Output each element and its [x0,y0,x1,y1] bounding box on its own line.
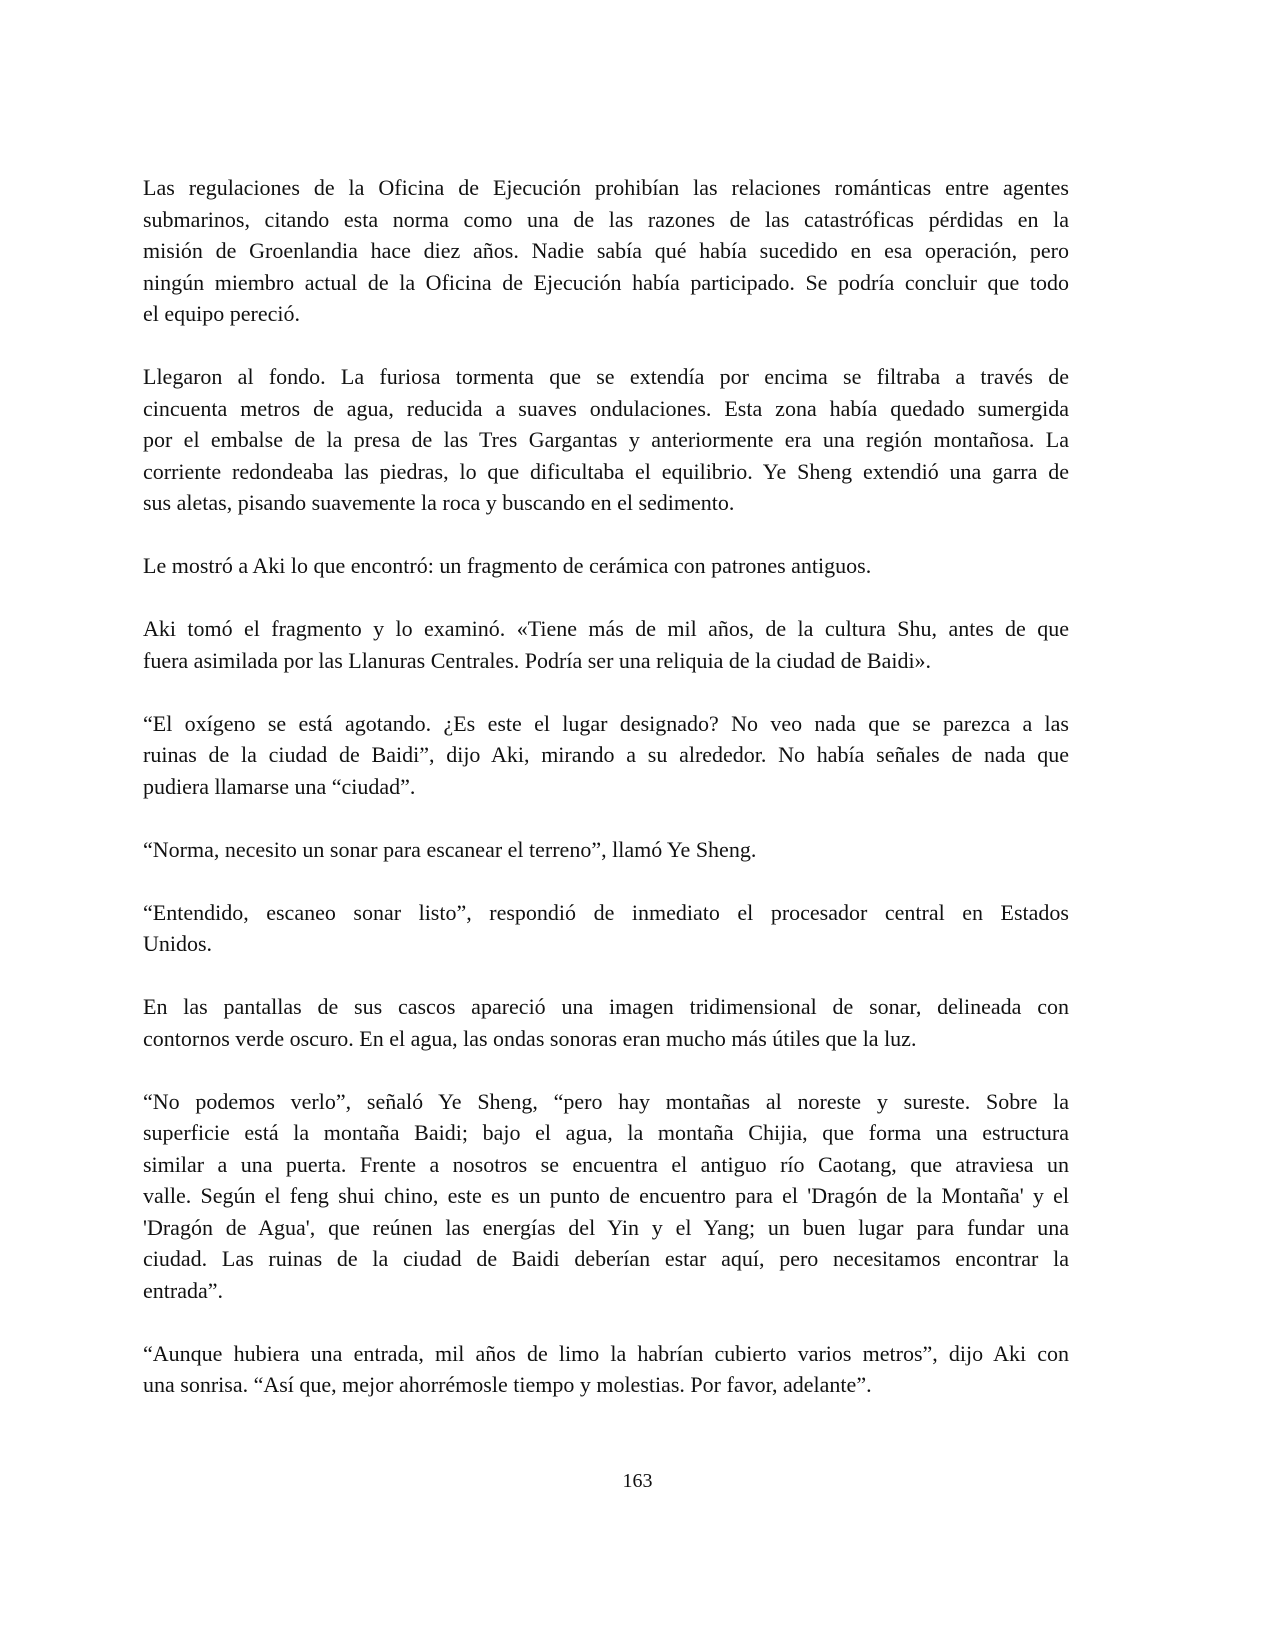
text-line: Unidos. [143,931,213,956]
paragraph [143,550,1069,582]
text-line: corriente redondeaba las piedras, lo que dificultaba el equilibrio. Ye Sheng extendió una garra de [143,458,1069,484]
text-line: una sonrisa. “Así que, mejor ahorrémosle tiempo y molestias. Por favor, adelante”. [143,1372,872,1397]
text-line: cincuenta metros de agua, reducida a suaves ondulaciones. Esta zona había quedado sumergida [143,395,1069,421]
text-line: “Entendido, escaneo sonar listo”, respondió de inmediato el procesador central en Estados [143,899,1069,925]
text-line: Aki tomó el fragmento y lo examinó. «Tiene más de mil años, de la cultura Shu, antes de que [143,616,1069,641]
paragraph [143,897,1069,960]
paragraph [143,613,1069,676]
paragraph [143,172,1069,330]
paragraph [143,361,1069,519]
text-line: submarinos, citando esta norma como una de las razones de las catastróficas pérdidas en la [143,206,1069,232]
text-line: “Norma, necesito un sonar para escanear el terreno”, llamó Ye Sheng. [143,836,757,862]
text-line: “El oxígeno se está agotando. ¿Es este el lugar designado? No veo nada que se parezca a las [143,710,1069,736]
page-number: 163 [622,1470,653,1492]
text-line: misión de Groenlandia hace diez años. Nadie sabía qué había sucedido en esa operación, pero [143,238,1069,263]
paragraph [143,991,1069,1054]
text-line: Llegaron al fondo. La furiosa tormenta que se extendía por encima se filtraba a través de [143,364,1069,389]
text-line: superficie está la montaña Baidi; bajo el agua, la montaña Chijia, que forma una estructura [143,1120,1069,1145]
text-line: Le mostró a Aki lo que encontró: un fragmento de cerámica con patrones antiguos. [143,553,872,578]
text-line: ciudad. Las ruinas de la ciudad de Baidi deberían estar aquí, pero necesitamos encontrar la [143,1246,1069,1271]
text-line: “No podemos verlo”, señaló Ye Sheng, “pero hay montañas al noreste y sureste. Sobre la [143,1088,1069,1114]
paragraph [143,708,1069,803]
text-line: por el embalse de la presa de las Tres Gargantas y anteriormente era una región montañosa. La [143,427,1069,452]
text-line: Las regulaciones de la Oficina de Ejecución prohibían las relaciones románticas entre agentes [143,175,1069,200]
text-line: valle. Según el feng shui chino, este es un punto de encuentro para el 'Dragón de la Montaña' y el [143,1183,1069,1208]
text-line: “Aunque hubiera una entrada, mil años de limo la habrían cubierto varios metros”, dijo Aki con [143,1340,1069,1366]
paragraph [143,834,1069,866]
text-line: sus aletas, pisando suavemente la roca y buscando en el sedimento. [143,490,735,515]
text-line: pudiera llamarse una “ciudad”. [143,773,416,799]
text-line: fuera asimilada por las Llanuras Centrales. Podría ser una reliquia de la ciudad de Baidi». [143,647,932,673]
text-line: En las pantallas de sus cascos apareció una imagen tridimensional de sonar, delineada con [143,994,1069,1019]
text-line: contornos verde oscuro. En el agua, las ondas sonoras eran mucho más útiles que la luz. [143,1025,917,1051]
text-line: entrada”. [143,1277,223,1303]
text-line: ningún miembro actual de la Oficina de Ejecución había participado. Se podría concluir que todo [143,269,1069,295]
paragraph [143,1086,1069,1307]
page-body [143,172,1069,1432]
text-line: 'Dragón de Agua', que reúnen las energías del Yin y el Yang; un buen lugar para fundar una [143,1214,1069,1240]
text-line: ruinas de la ciudad de Baidi”, dijo Aki, mirando a su alrededor. No había señales de nada que [143,742,1069,767]
text-line: similar a una puerta. Frente a nosotros se encuentra el antiguo río Caotang, que atraviesa un [143,1151,1069,1177]
paragraph [143,1338,1069,1401]
text-line: el equipo pereció. [143,301,300,326]
